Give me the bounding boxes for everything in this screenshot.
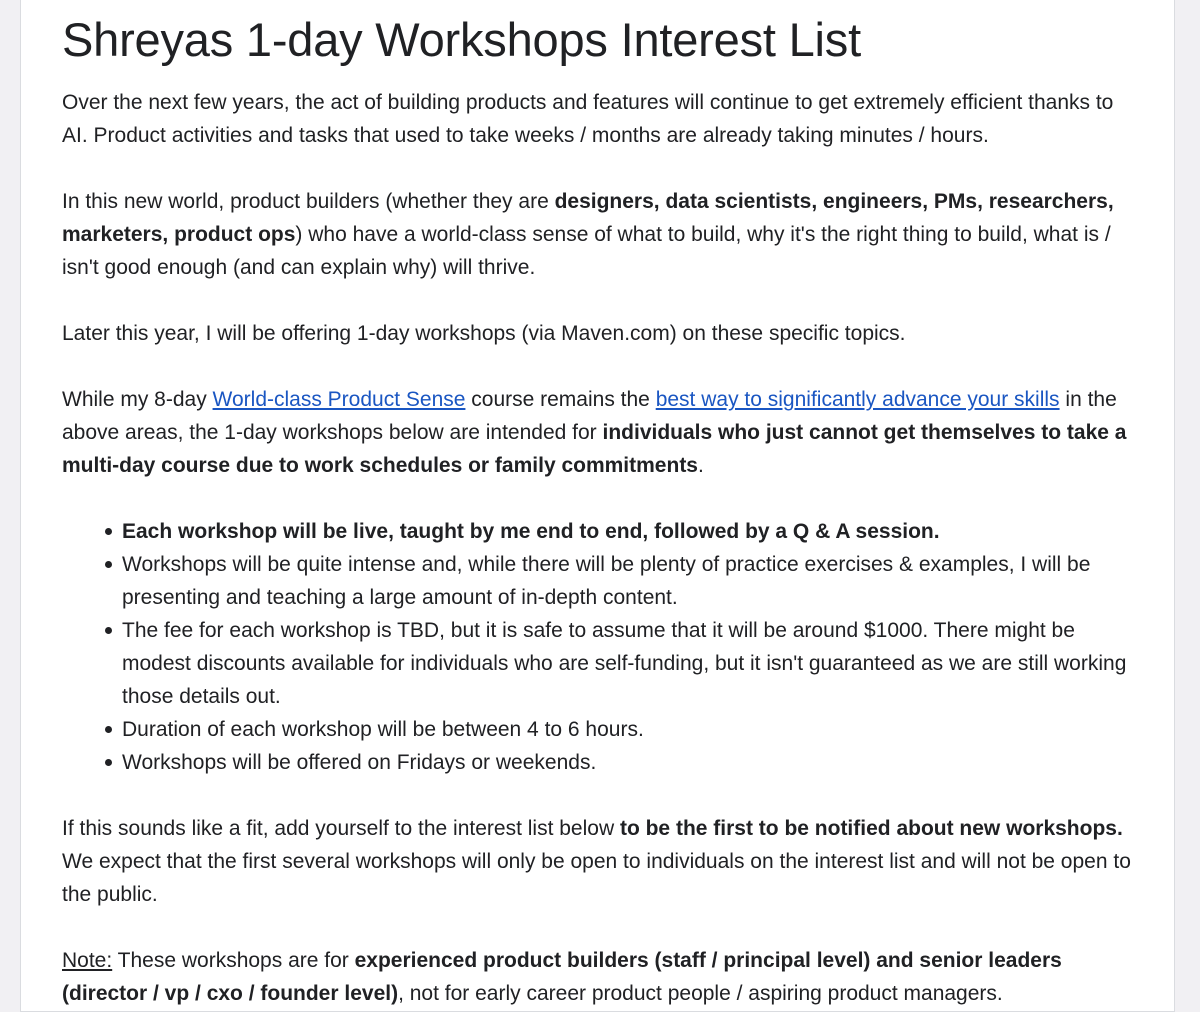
product-sense-course-link[interactable]: World-class Product Sense: [212, 388, 466, 411]
course-text-a: While my 8-day: [62, 388, 213, 411]
workshops-announcement: Later this year, I will be offering 1-day workshops (via Maven.com) on these specific topics.: [62, 322, 906, 345]
list-item: [122, 515, 1142, 548]
interest-text-a: If this sounds like a fit, add yourself to the interest list below: [62, 817, 620, 840]
form-title: Shreyas 1-day Workshops Interest List: [62, 13, 861, 66]
course-paragraph: [62, 383, 1142, 482]
workshop-details-list: [62, 515, 1142, 779]
course-text-c: in the above areas, the 1-day workshops below are intended for: [62, 388, 1117, 444]
interest-text-b: We expect that the first several workshops will only be open to individuals on the interest list and will not be open to the public.: [62, 850, 1131, 906]
course-text-d: .: [698, 454, 704, 477]
list-item: The fee for each workshop is TBD, but it is safe to assume that it will be around $1000. There might be modest discounts available for individuals who are self-funding, but it isn't guaranteed as we are still working those details out.: [122, 614, 1142, 713]
interest-bold: to be the first to be notified about new workshops.: [619, 817, 1123, 840]
builders-text-b: ) who have a world-class sense of what to build, why it's the right thing to build, what is / isn't good enough (and can explain why) will thrive.: [62, 223, 1111, 279]
list-item: Workshops will be offered on Fridays or weekends.: [122, 746, 1142, 779]
builders-paragraph: [62, 185, 1142, 284]
note-paragraph: [62, 944, 1142, 1010]
advance-skills-link[interactable]: best way to significantly advance your skills: [655, 388, 1060, 411]
note-text-b: , not for early career product people / aspiring product managers.: [398, 982, 1003, 1005]
form-description: [62, 0, 1142, 1010]
list-item: Duration of each workshop will be between 4 to 6 hours.: [122, 713, 1142, 746]
note-audience-bold: experienced product builders (staff / principal level) and senior leaders (director / vp / cxo / founder level): [62, 949, 1062, 1005]
list-item: Workshops will be quite intense and, while there will be plenty of practice exercises & examples, I will be presenting and teaching a large amount of in-depth content.: [122, 548, 1142, 614]
builders-roles-bold: designers, data scientists, engineers, PMs, researchers, marketers, product ops: [62, 190, 1114, 246]
builders-text-a: In this new world, product builders (whether they are: [62, 190, 555, 213]
intro-paragraph: Over the next few years, the act of building products and features will continue to get extremely efficient thanks to AI. Product activities and tasks that used to take weeks / months are already taking minutes / hours.: [62, 91, 1114, 147]
course-audience-bold: individuals who just cannot get themselves to take a multi-day course due to work schedules or family commitments: [62, 421, 1127, 477]
course-text-b: course remains the: [465, 388, 656, 411]
form-card: [20, 0, 1175, 1012]
note-label: Note:: [62, 949, 113, 972]
note-text-a: These workshops are for: [112, 949, 355, 972]
live-workshop-bullet: Each workshop will be live, taught by me end to end, followed by a Q & A session.: [122, 520, 940, 543]
interest-list-paragraph: [62, 812, 1142, 911]
